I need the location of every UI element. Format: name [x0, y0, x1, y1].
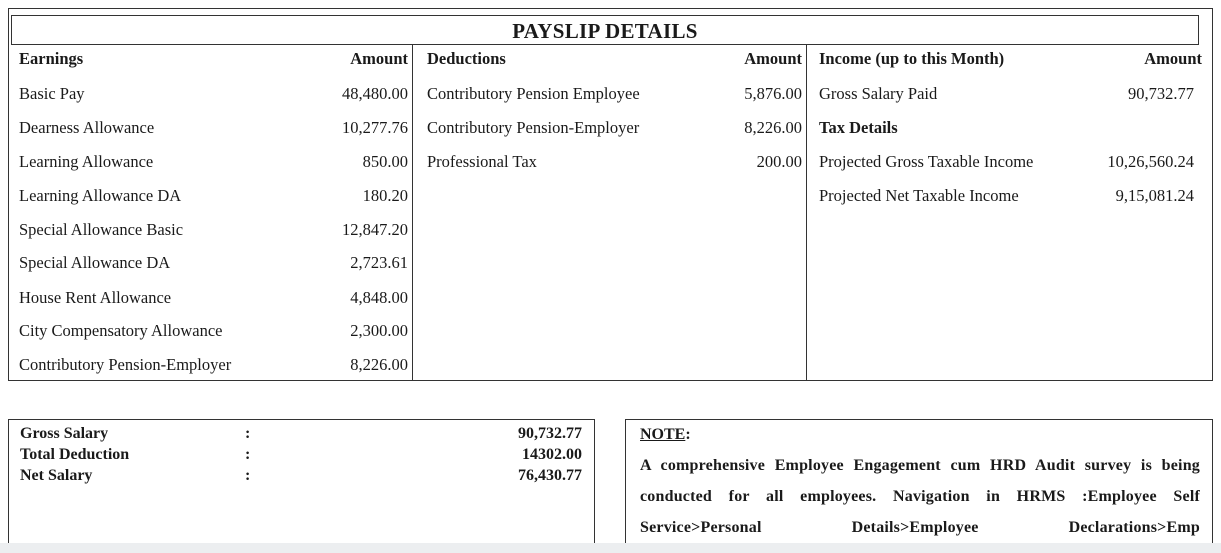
earnings-amount: 2,723.61 — [350, 253, 408, 272]
income-column — [806, 45, 1212, 380]
earnings-amount: 48,480.00 — [342, 84, 408, 103]
salary-summary — [8, 419, 595, 553]
earnings-header — [9, 46, 412, 72]
projected-net-amount: 9,15,081.24 — [1115, 186, 1194, 205]
gross-salary-paid-row — [807, 81, 1212, 107]
gross-salary-paid-label: Gross Salary Paid — [819, 84, 938, 103]
earnings-label: Contributory Pension-Employer — [19, 355, 232, 374]
viewport-bottom-bar — [0, 543, 1221, 553]
note-colon: : — [685, 426, 691, 443]
net-salary-label: Net Salary — [20, 467, 93, 484]
earnings-label: Special Allowance DA — [19, 253, 171, 272]
net-salary-row — [9, 465, 594, 486]
earnings-row — [9, 217, 412, 243]
deductions-column — [412, 45, 806, 380]
earnings-label: Learning Allowance DA — [19, 186, 182, 205]
deductions-amount: 200.00 — [756, 152, 802, 171]
earnings-row — [9, 149, 412, 175]
projected-gross-row — [807, 149, 1212, 175]
note-text: A comprehensive Employee Engagement cum HRD Audit survey is being conducted for all employees. Navigation in HRMS :Employee Self Service>Personal Details>Employee Declarations>Emp — [640, 457, 1200, 536]
note-box — [625, 419, 1213, 553]
separator-colon: : — [245, 425, 251, 442]
deductions-label: Professional Tax — [427, 152, 537, 171]
note-title: NOTE — [640, 426, 686, 443]
gross-salary-value: 90,732.77 — [518, 425, 582, 442]
earnings-label: House Rent Allowance — [19, 288, 172, 307]
gross-salary-row — [9, 423, 594, 444]
deductions-amount: 8,226.00 — [744, 118, 802, 137]
deductions-row — [413, 115, 806, 141]
earnings-row — [9, 81, 412, 107]
earnings-header-amount: Amount — [350, 49, 408, 68]
earnings-amount: 180.20 — [362, 186, 408, 205]
earnings-amount: 850.00 — [362, 152, 408, 171]
projected-net-row — [807, 183, 1212, 209]
earnings-amount: 8,226.00 — [350, 355, 408, 374]
deductions-label: Contributory Pension-Employer — [427, 118, 640, 137]
deductions-row — [413, 81, 806, 107]
earnings-row — [9, 352, 412, 378]
projected-gross-label: Projected Gross Taxable Income — [819, 152, 1034, 171]
gross-salary-label: Gross Salary — [20, 425, 109, 442]
earnings-row — [9, 285, 412, 311]
tax-details-label: Tax Details — [819, 118, 898, 137]
deductions-amount: 5,876.00 — [744, 84, 802, 103]
earnings-label: Dearness Allowance — [19, 118, 155, 137]
earnings-amount: 10,277.76 — [342, 118, 408, 137]
gross-salary-paid-amount: 90,732.77 — [1128, 84, 1194, 103]
earnings-label: Learning Allowance — [19, 152, 154, 171]
deductions-header-label: Deductions — [427, 49, 506, 68]
projected-net-label: Projected Net Taxable Income — [819, 186, 1019, 205]
separator-colon: : — [245, 467, 251, 484]
payslip-title: PAYSLIP DETAILS — [11, 15, 1199, 45]
earnings-row — [9, 115, 412, 141]
deductions-row — [413, 149, 806, 175]
earnings-row — [9, 318, 412, 344]
earnings-column — [9, 45, 412, 380]
total-deduction-label: Total Deduction — [20, 446, 130, 463]
earnings-label: Basic Pay — [19, 84, 85, 103]
deductions-label: Contributory Pension Employee — [427, 84, 640, 103]
income-header-label: Income (up to this Month) — [819, 49, 1005, 68]
earnings-amount: 12,847.20 — [342, 220, 408, 239]
deductions-header — [413, 46, 806, 72]
earnings-row — [9, 250, 412, 276]
earnings-amount: 4,848.00 — [350, 288, 408, 307]
total-deduction-row — [9, 444, 594, 465]
tax-details-heading — [807, 115, 1212, 141]
payslip-details-table — [8, 8, 1213, 381]
earnings-header-label: Earnings — [19, 49, 84, 68]
income-header-amount: Amount — [1144, 49, 1202, 68]
income-header — [807, 46, 1212, 72]
deductions-header-amount: Amount — [744, 49, 802, 68]
net-salary-value: 76,430.77 — [518, 467, 582, 484]
separator-colon: : — [245, 446, 251, 463]
earnings-label: Special Allowance Basic — [19, 220, 184, 239]
earnings-row — [9, 183, 412, 209]
total-deduction-value: 14302.00 — [522, 446, 582, 463]
earnings-amount: 2,300.00 — [350, 321, 408, 340]
projected-gross-amount: 10,26,560.24 — [1107, 152, 1194, 171]
earnings-label: City Compensatory Allowance — [19, 321, 223, 340]
